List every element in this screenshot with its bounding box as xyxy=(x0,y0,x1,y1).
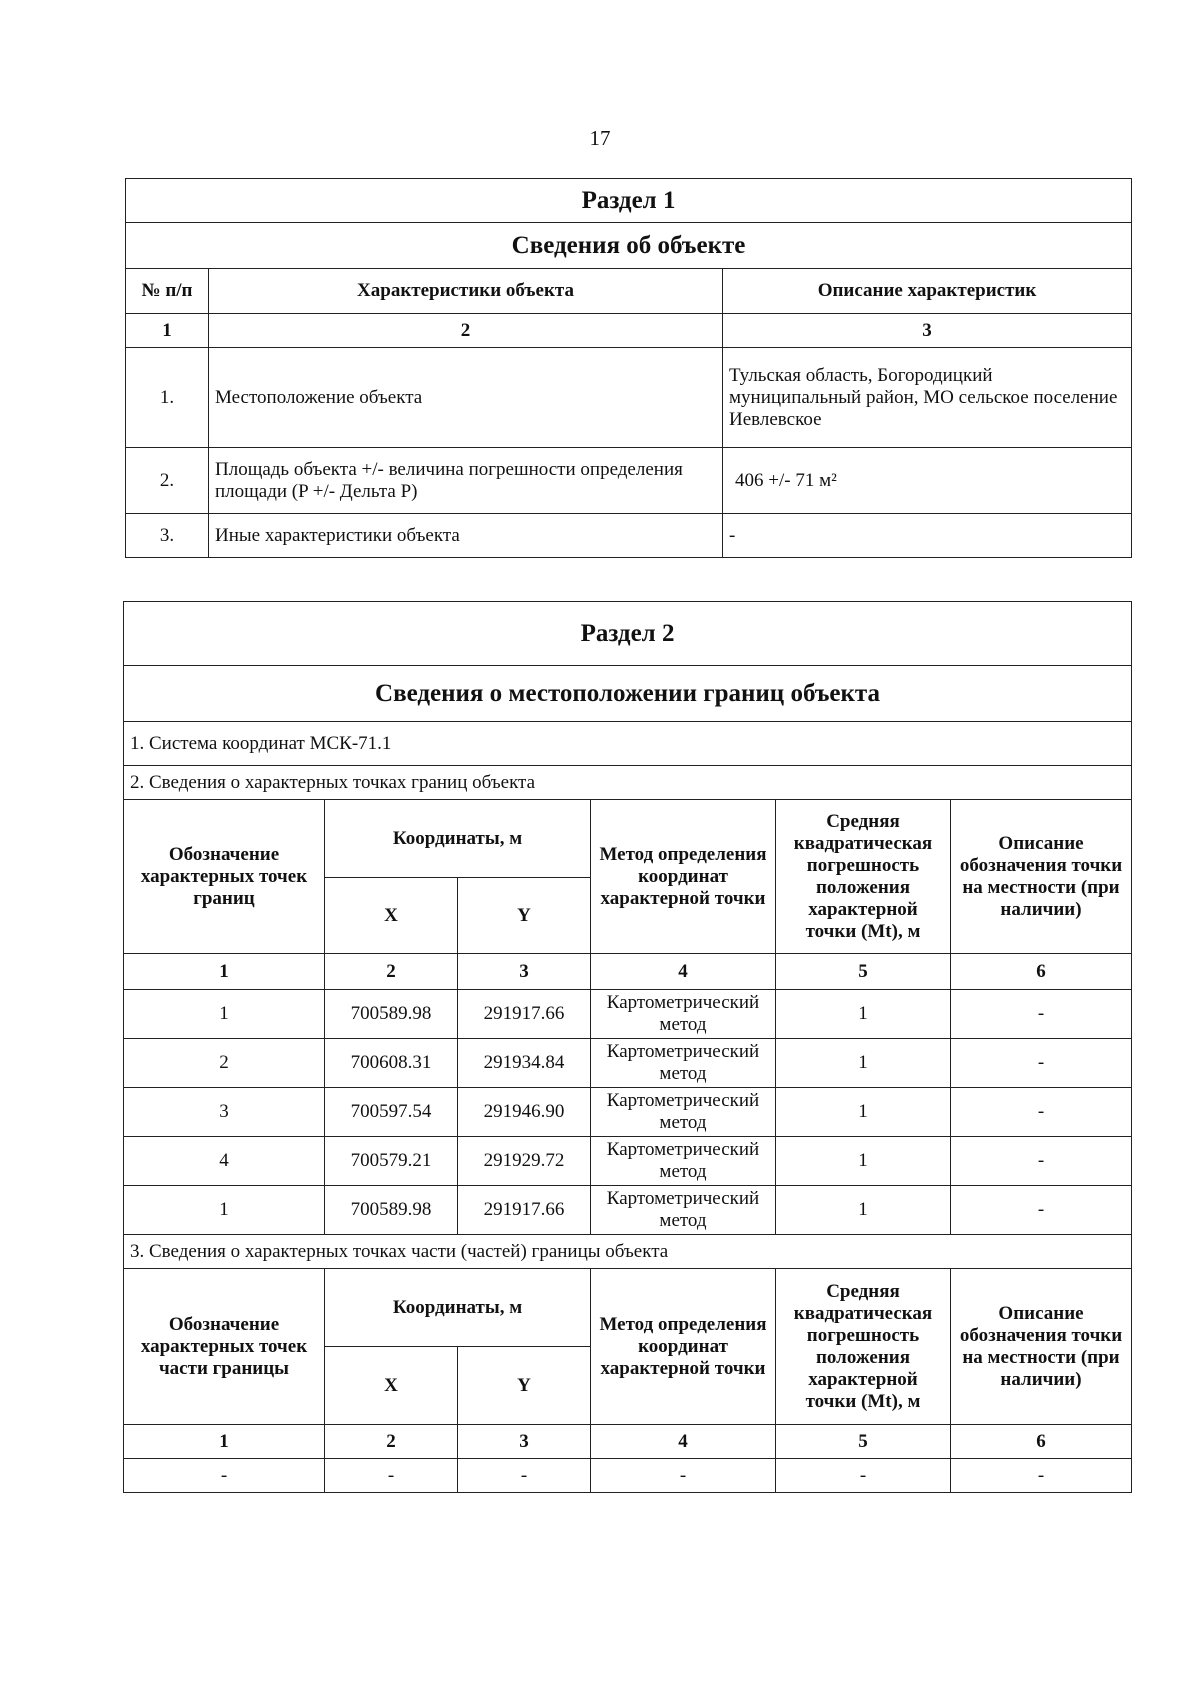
header-method: Метод определения координат характерной точки xyxy=(591,800,776,954)
header-coords: Координаты, м xyxy=(325,800,591,878)
point-method: Картометрический метод xyxy=(591,1186,776,1235)
header-y: Y xyxy=(458,878,591,954)
section2-table xyxy=(123,601,1132,1493)
s1-colnum: 1 xyxy=(126,314,209,348)
parts-y: - xyxy=(458,1459,591,1493)
parts-desc: - xyxy=(951,1459,1132,1493)
table-row xyxy=(124,1137,1132,1186)
point-desc: - xyxy=(951,1186,1132,1235)
colnum: 1 xyxy=(124,954,325,990)
row-name: Иные характеристики объекта xyxy=(209,514,723,558)
section2-subtitle: Сведения о местоположении границ объекта xyxy=(124,666,1132,722)
parts-colnum: 4 xyxy=(591,1425,776,1459)
parts-header-method: Метод определения координат характерной точки xyxy=(591,1269,776,1425)
s1-colnum: 3 xyxy=(723,314,1132,348)
table-row xyxy=(124,1186,1132,1235)
point-method: Картометрический метод xyxy=(591,1088,776,1137)
point-y: 291929.72 xyxy=(458,1137,591,1186)
point-id: 3 xyxy=(124,1088,325,1137)
row-value: Тульская область, Богородицкий муниципальный район, МО сельское поселение Иевлевское xyxy=(723,348,1132,448)
table-row xyxy=(124,990,1132,1039)
point-id: 1 xyxy=(124,1186,325,1235)
point-desc: - xyxy=(951,990,1132,1039)
colnum: 3 xyxy=(458,954,591,990)
parts-title: 3. Сведения о характерных точках части (частей) границы объекта xyxy=(124,1235,1132,1269)
table-row xyxy=(126,514,1132,558)
point-x: 700589.98 xyxy=(325,1186,458,1235)
parts-header-error: Средняя квадратическая погрешность положения характерной точки (Mt), м xyxy=(776,1269,951,1425)
point-x: 700597.54 xyxy=(325,1088,458,1137)
parts-header-y: Y xyxy=(458,1347,591,1425)
header-error: Средняя квадратическая погрешность положения характерной точки (Mt), м xyxy=(776,800,951,954)
section2-title: Раздел 2 xyxy=(124,602,1132,666)
table-row xyxy=(124,1039,1132,1088)
parts-colnum: 5 xyxy=(776,1425,951,1459)
s1-header-name: Характеристики объекта xyxy=(209,269,723,314)
page-number: 17 xyxy=(589,126,611,150)
parts-colnum: 2 xyxy=(325,1425,458,1459)
point-desc: - xyxy=(951,1039,1132,1088)
point-y: 291917.66 xyxy=(458,990,591,1039)
table-row xyxy=(124,1459,1132,1493)
point-y: 291946.90 xyxy=(458,1088,591,1137)
point-method: Картометрический метод xyxy=(591,990,776,1039)
section1-table xyxy=(125,178,1132,558)
parts-header-x: X xyxy=(325,1347,458,1425)
section1-subtitle: Сведения об объекте xyxy=(126,223,1132,269)
s1-header-value: Описание характеристик xyxy=(723,269,1132,314)
parts-header-coords: Координаты, м xyxy=(325,1269,591,1347)
header-x: X xyxy=(325,878,458,954)
colnum: 4 xyxy=(591,954,776,990)
point-method: Картометрический метод xyxy=(591,1039,776,1088)
parts-colnum: 6 xyxy=(951,1425,1132,1459)
table-row xyxy=(126,348,1132,448)
table-row xyxy=(126,448,1132,514)
point-x: 700579.21 xyxy=(325,1137,458,1186)
coord-system: 1. Система координат МСК-71.1 xyxy=(124,722,1132,766)
point-desc: - xyxy=(951,1088,1132,1137)
point-mt: 1 xyxy=(776,1137,951,1186)
row-num: 1. xyxy=(126,348,209,448)
point-y: 291934.84 xyxy=(458,1039,591,1088)
row-value: 406 +/- 71 м² xyxy=(723,448,1132,514)
point-mt: 1 xyxy=(776,990,951,1039)
parts-method: - xyxy=(591,1459,776,1493)
row-name: Местоположение объекта xyxy=(209,348,723,448)
point-mt: 1 xyxy=(776,1039,951,1088)
section1-title: Раздел 1 xyxy=(126,179,1132,223)
point-id: 2 xyxy=(124,1039,325,1088)
row-name: Площадь объекта +/- величина погрешности определения площади (P +/- Дельта P) xyxy=(209,448,723,514)
point-x: 700589.98 xyxy=(325,990,458,1039)
header-desc: Описание обозначения точки на местности (при наличии) xyxy=(951,800,1132,954)
parts-colnum: 3 xyxy=(458,1425,591,1459)
point-id: 1 xyxy=(124,990,325,1039)
row-num: 3. xyxy=(126,514,209,558)
header-point: Обозначение характерных точек границ xyxy=(124,800,325,954)
parts-x: - xyxy=(325,1459,458,1493)
point-mt: 1 xyxy=(776,1186,951,1235)
point-desc: - xyxy=(951,1137,1132,1186)
parts-id: - xyxy=(124,1459,325,1493)
point-x: 700608.31 xyxy=(325,1039,458,1088)
colnum: 6 xyxy=(951,954,1132,990)
s1-colnum: 2 xyxy=(209,314,723,348)
s1-header-num: № п/п xyxy=(126,269,209,314)
point-y: 291917.66 xyxy=(458,1186,591,1235)
row-num: 2. xyxy=(126,448,209,514)
parts-colnum: 1 xyxy=(124,1425,325,1459)
colnum: 5 xyxy=(776,954,951,990)
parts-header-desc: Описание обозначения точки на местности (при наличии) xyxy=(951,1269,1132,1425)
points-title: 2. Сведения о характерных точках границ объекта xyxy=(124,766,1132,800)
colnum: 2 xyxy=(325,954,458,990)
parts-mt: - xyxy=(776,1459,951,1493)
table-row xyxy=(124,1088,1132,1137)
point-id: 4 xyxy=(124,1137,325,1186)
row-value: - xyxy=(723,514,1132,558)
parts-header-point: Обозначение характерных точек части границы xyxy=(124,1269,325,1425)
point-mt: 1 xyxy=(776,1088,951,1137)
point-method: Картометрический метод xyxy=(591,1137,776,1186)
